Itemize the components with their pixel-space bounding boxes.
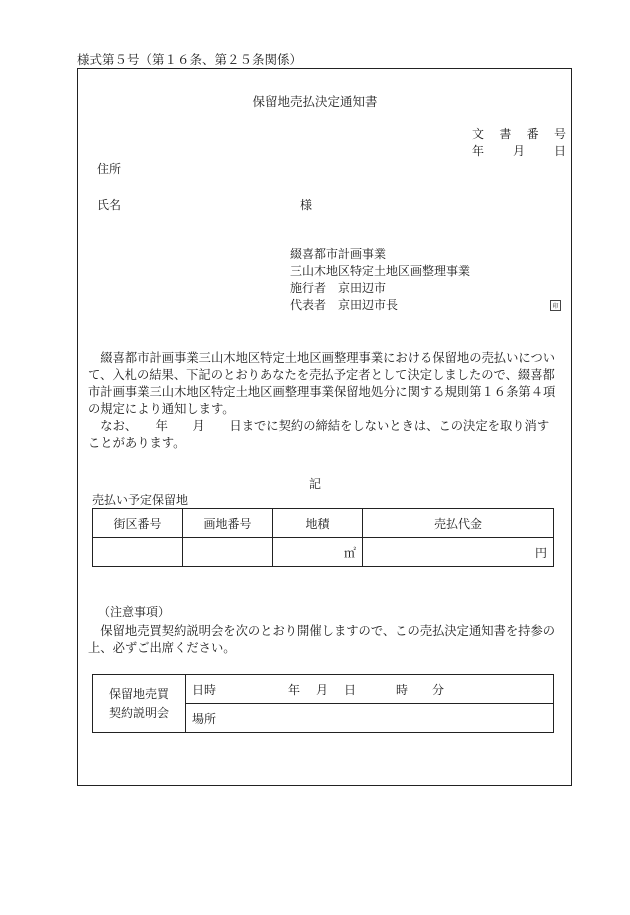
meeting-datetime-cell <box>186 675 554 704</box>
issue-date-line <box>472 142 566 159</box>
issuer-project: 綴喜都市計画事業 <box>290 247 387 261</box>
meeting-label-line: 契約説明会 <box>108 705 169 720</box>
property-table <box>92 508 554 567</box>
lot-number-cell <box>183 538 273 567</box>
datetime-label: 日時 <box>192 682 217 697</box>
body-deadline-paragraph: なお、 年 月 日までに契約の締結をしないときは、この決定を取り消すことがあります。 <box>88 419 550 450</box>
table-row <box>93 675 554 704</box>
seal-mark: 印 <box>550 300 561 311</box>
meeting-table <box>92 674 554 733</box>
meeting-label <box>93 675 186 733</box>
notes-text: 保留地売買契約説明会を次のとおり開催しますので、この売払決定通知書を持参の上、必ずご出席ください。 <box>88 624 556 655</box>
date-month: 月 <box>512 144 525 158</box>
body-paragraph: 綴喜都市計画事業三山木地区特定土地区画整理事業における保留地の売払いについて、入札の結果、下記のとおりあなたを売払予定者として決定しましたので、綴喜都市計画事業三山木地区特定土地区画整理事業保留地処分に関する規則第１６条第４項の規定により通知します。 <box>88 351 556 416</box>
issuer-project-detail: 三山木地区特定土地区画整理事業 <box>290 264 471 278</box>
document-title: 保留地売払決定通知書 <box>252 94 378 109</box>
property-caption: 売払い予定保留地 <box>92 493 189 507</box>
honorific: 様 <box>300 198 313 212</box>
table-row <box>93 538 554 567</box>
issuer-executor: 施行者 京田辺市 <box>290 281 387 295</box>
doc-number-char: 書 <box>499 127 512 141</box>
area-cell: ㎡ <box>273 538 363 567</box>
dt-hour: 時 <box>396 682 409 697</box>
ki-heading: 記 <box>308 477 321 491</box>
dt-month: 月 <box>316 682 329 697</box>
doc-number-char: 号 <box>553 127 566 141</box>
date-year: 年 <box>472 144 485 158</box>
doc-number-char: 番 <box>526 127 539 141</box>
date-day: 日 <box>553 144 566 158</box>
form-number-label: 様式第５号（第１６条、第２５条関係） <box>77 52 303 67</box>
dt-minute: 分 <box>432 682 445 697</box>
header-price: 売払代金 <box>363 509 554 538</box>
table-header-row <box>93 509 554 538</box>
meeting-place-cell: 場所 <box>186 704 554 733</box>
document-number-line <box>472 125 566 142</box>
header-area: 地積 <box>273 509 363 538</box>
address-label: 住所 <box>97 162 122 176</box>
header-block-number: 街区番号 <box>93 509 183 538</box>
dt-day: 日 <box>344 682 357 697</box>
dt-year: 年 <box>288 682 301 697</box>
doc-number-char: 文 <box>472 127 485 141</box>
header-lot-number: 画地番号 <box>183 509 273 538</box>
notes-heading: （注意事項） <box>98 605 171 619</box>
block-number-cell <box>93 538 183 567</box>
issuer-representative: 代表者 京田辺市長 <box>290 298 399 312</box>
name-label: 氏名 <box>97 198 122 212</box>
price-cell: 円 <box>363 538 554 567</box>
meeting-label-line: 保留地売買 <box>108 686 169 701</box>
